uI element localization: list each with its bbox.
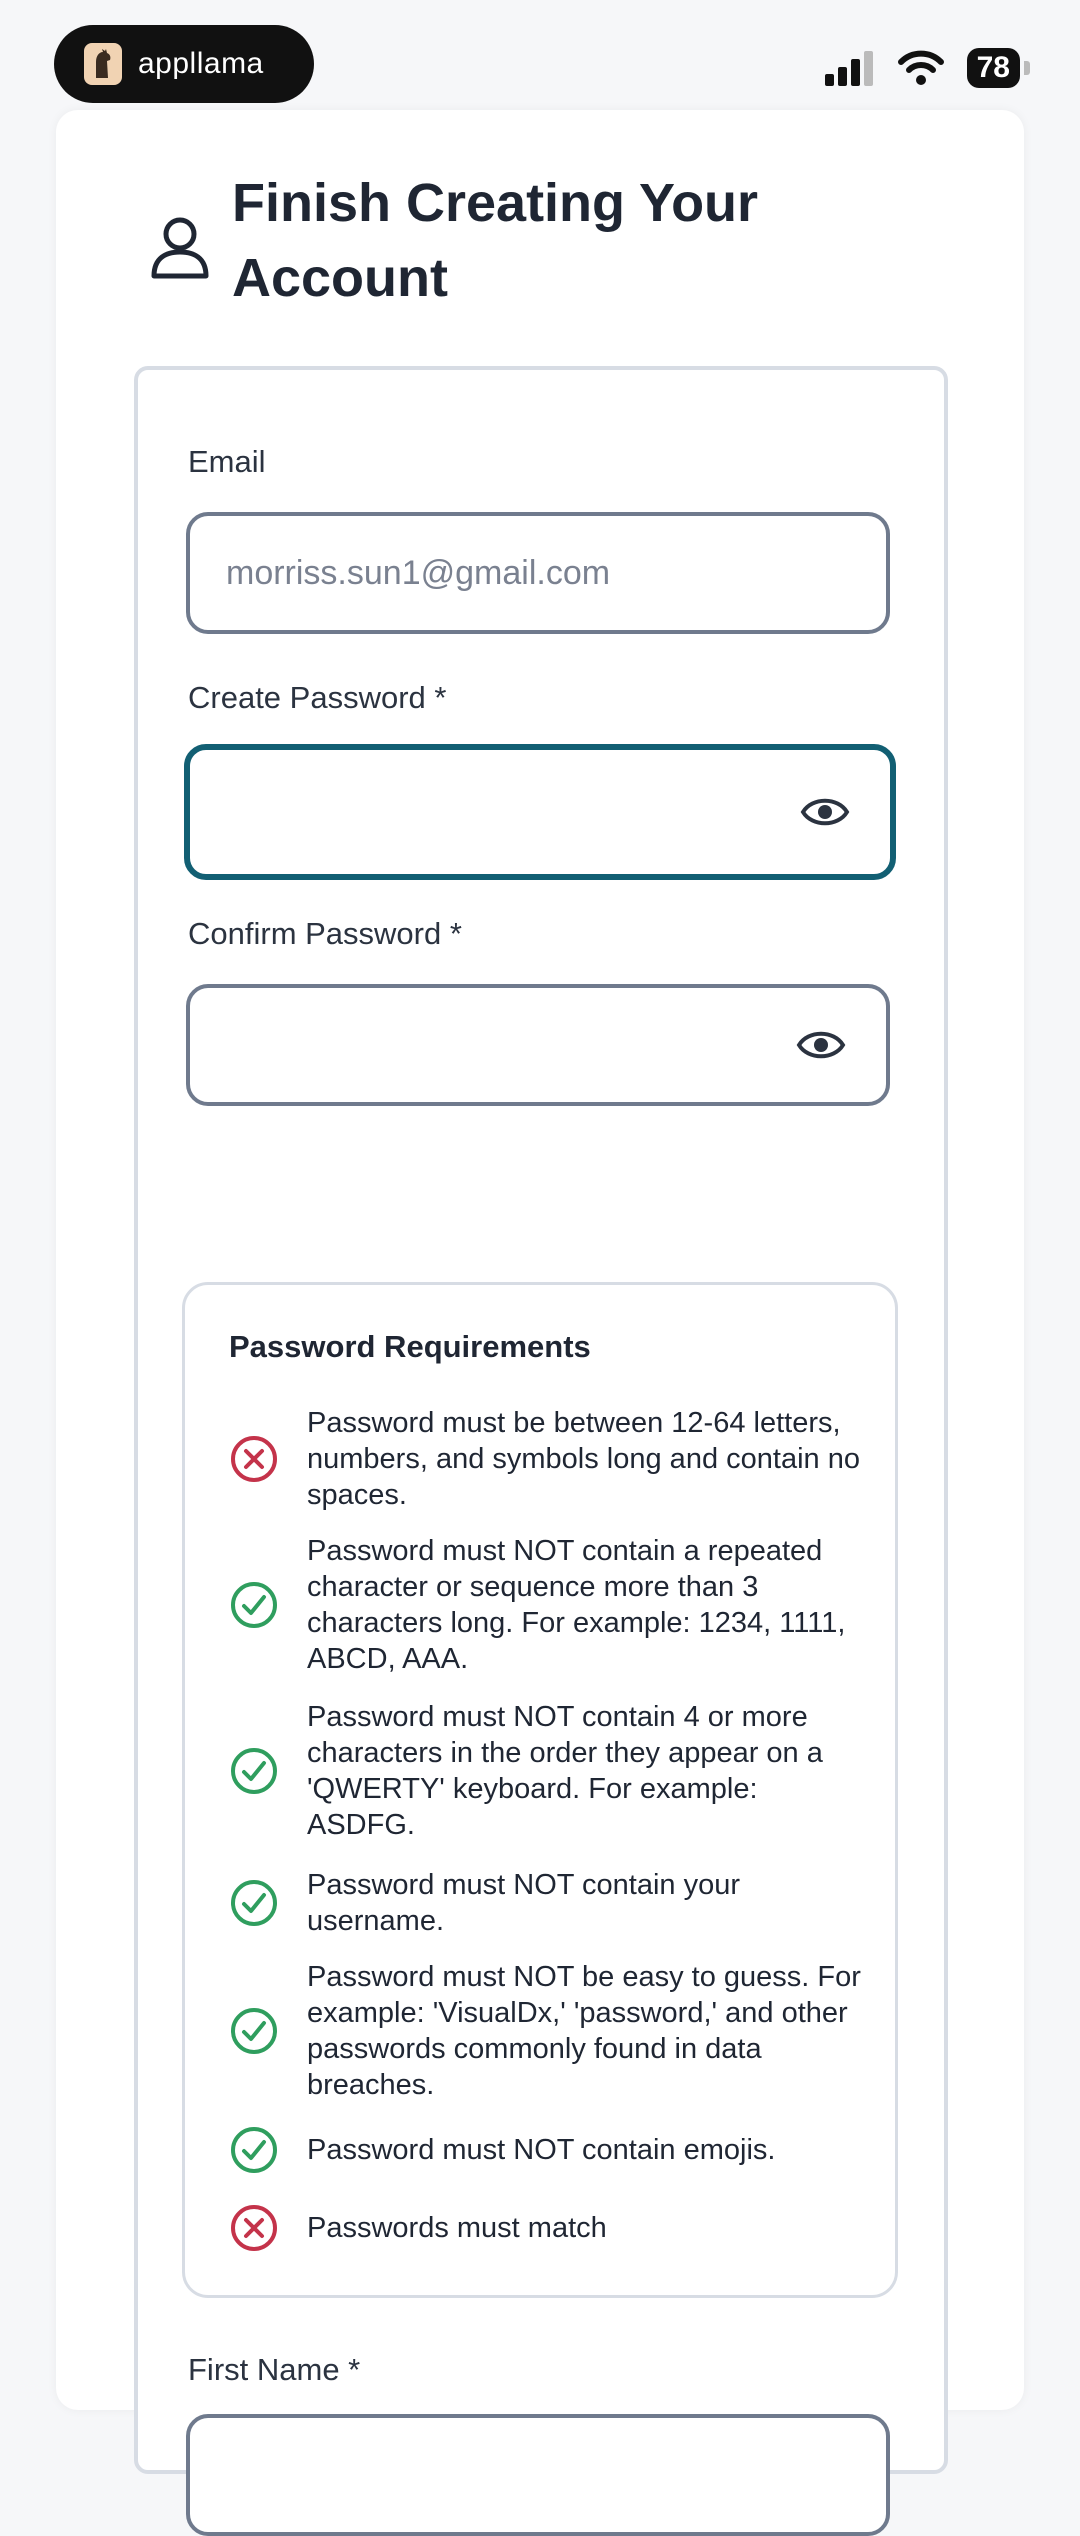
llama-logo-icon [84,43,122,85]
wifi-icon [897,50,945,86]
first-name-field[interactable] [186,2414,890,2536]
confirm-password-field[interactable] [186,984,890,1106]
pass-check-circle-icon [229,1878,279,1928]
requirement-text: Password must NOT contain your username. [307,1869,741,1937]
email-field[interactable] [186,512,890,634]
battery-level: 78 [967,48,1020,88]
page-title: Finish Creating Your Account [232,173,759,308]
requirement-text: Password must NOT contain a repeated character or sequence more than 3 characters long. For example: 1234, 1111, ABCD, AAA. [307,1535,846,1675]
signal-icon [823,50,875,86]
first-name-label: First Name * [188,2352,361,2387]
confirm-password-label: Confirm Password * [188,916,462,951]
signup-card [56,110,1024,2410]
requirement-text: Password must NOT contain 4 or more characters in the order they appear on a 'QWERTY' keyboard. For example: ASDFG. [307,1701,823,1841]
requirement-repeated [229,1533,869,1677]
requirement-text: Passwords must match [307,2212,607,2244]
pass-check-circle-icon [229,1580,279,1630]
requirement-text: Password must NOT contain emojis. [307,2134,776,2166]
email-label: Email [188,444,266,479]
app-brand-pill [54,25,314,103]
requirement-qwerty [229,1699,869,1843]
pass-check-circle-icon [229,1746,279,1796]
pass-check-circle-icon [229,2125,279,2175]
account-form [134,366,948,2474]
fail-x-circle-icon [229,2203,279,2253]
fail-x-circle-icon [229,1434,279,1484]
show-password-eye-icon[interactable] [800,794,850,830]
requirements-title: Password Requirements [229,1329,591,1364]
show-confirm-password-eye-icon[interactable] [796,1027,846,1063]
email-value: morriss.sun1@gmail.com [226,553,611,592]
password-requirements-panel [182,1282,898,2298]
create-password-field[interactable] [184,744,896,880]
create-password-label: Create Password * [188,680,447,715]
user-icon [144,212,216,284]
requirement-text: Password must be between 12-64 letters, numbers, and symbols long and contain no spaces. [307,1407,860,1511]
requirement-text: Password must NOT be easy to guess. For example: 'VisualDx,' 'password,' and other passwords commonly found in data breaches. [307,1961,861,2101]
system-status [823,48,1030,88]
pass-check-circle-icon [229,2006,279,2056]
requirement-username [229,1867,869,1939]
requirement-length [229,1405,869,1513]
requirement-emojis [229,2125,869,2175]
requirement-easy-guess [229,1959,869,2103]
battery-tip-icon [1024,61,1030,75]
app-brand-name: appllama [138,47,264,80]
requirement-match [229,2203,869,2253]
